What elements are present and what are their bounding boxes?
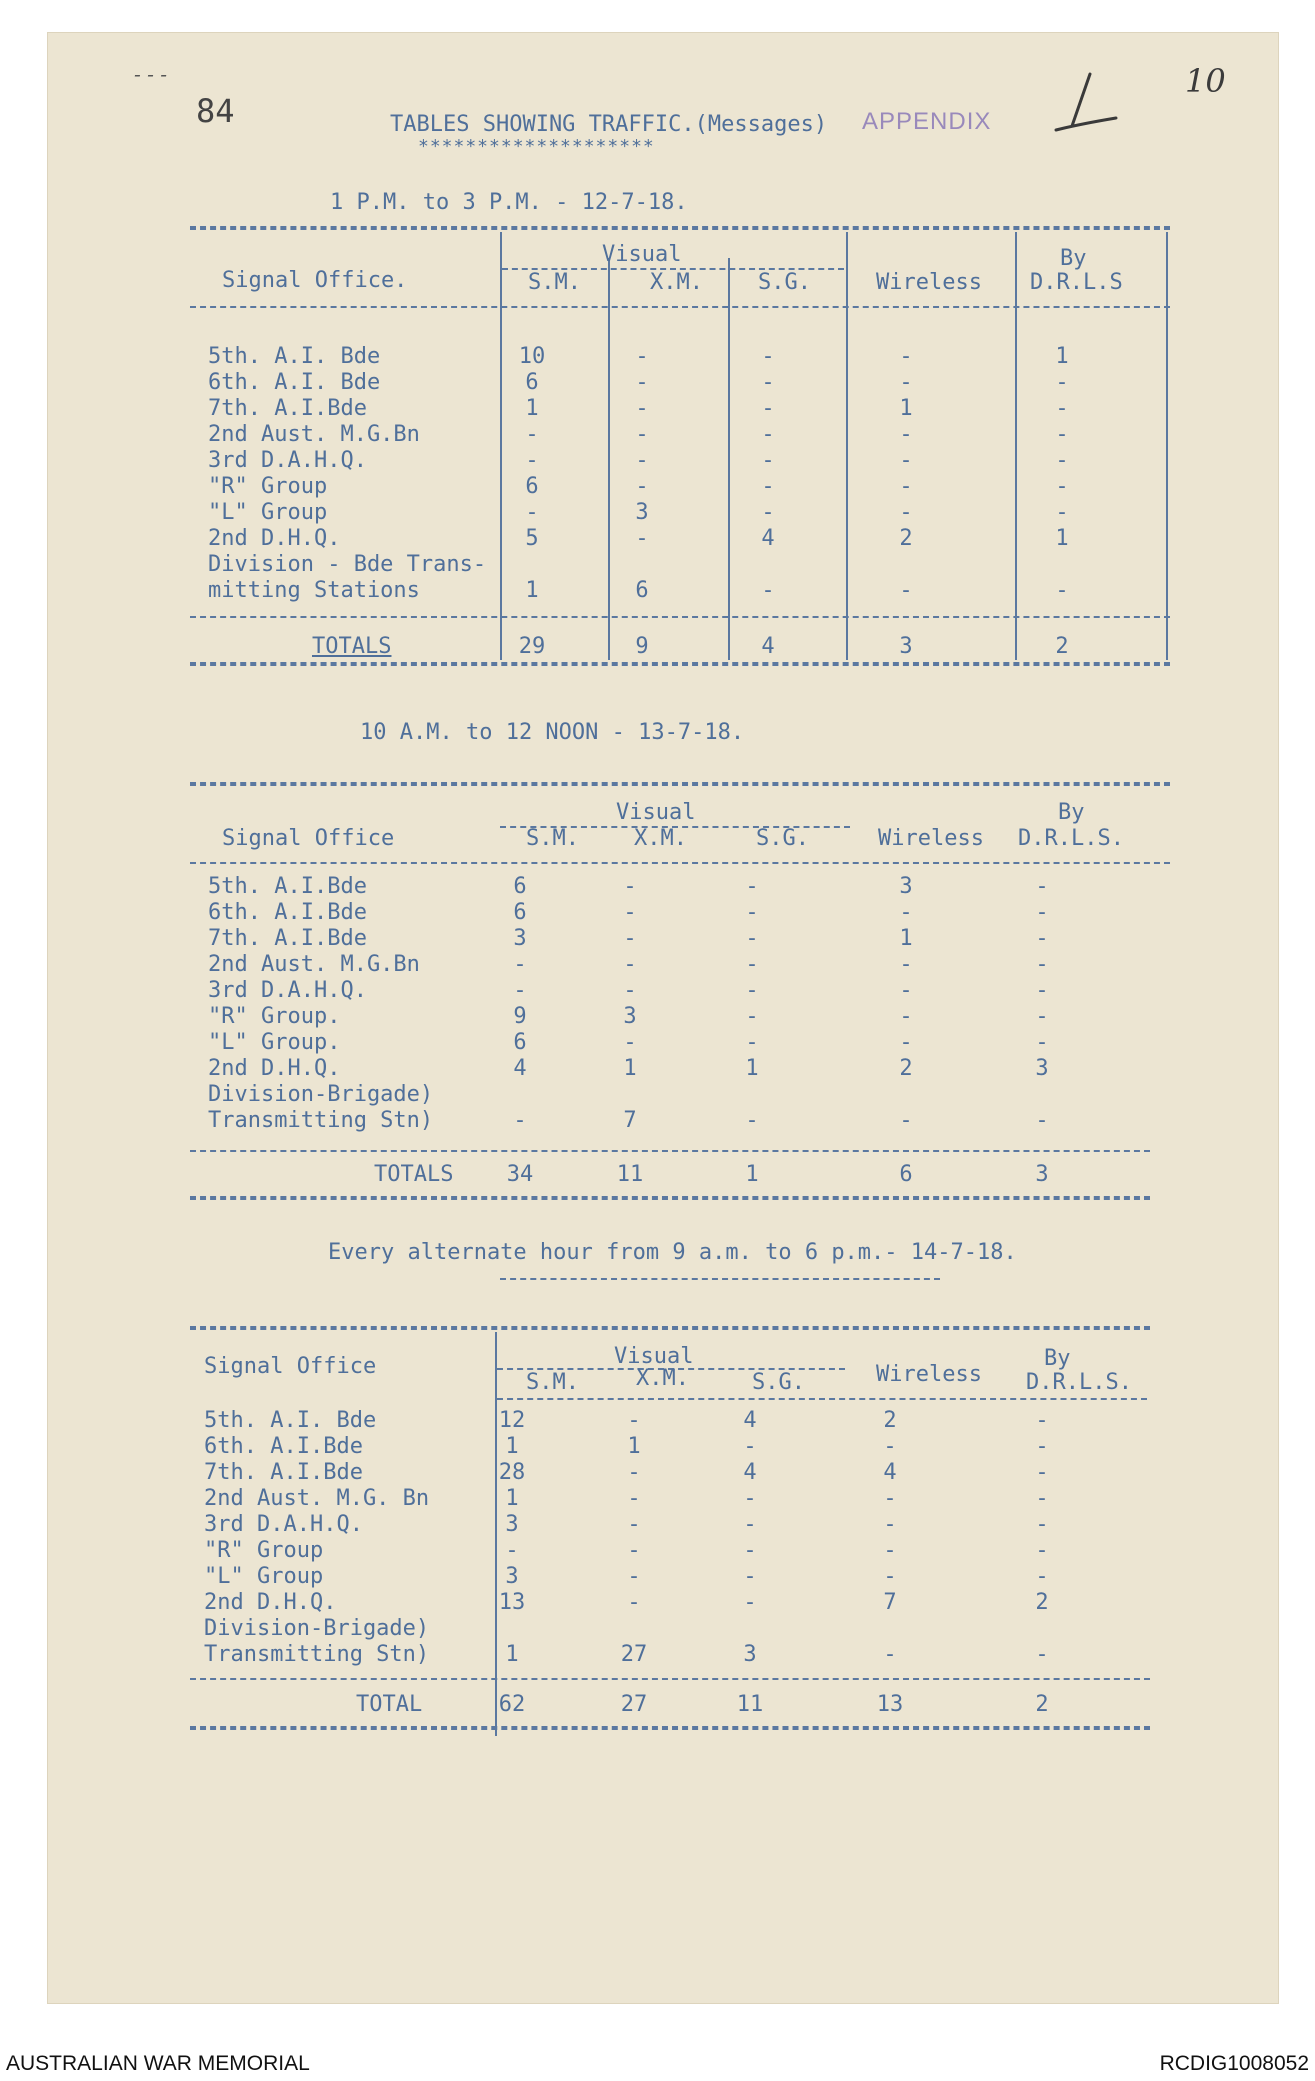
page-title: TABLES SHOWING TRAFFIC.(Messages) <box>390 112 828 137</box>
table3-caption-underline <box>500 1278 940 1280</box>
table3-total-label: TOTAL <box>356 1692 423 1717</box>
table-total-sg: 4 <box>761 634 775 659</box>
table-cell-sg: - <box>743 1538 757 1563</box>
table-cell-wireless: - <box>899 1108 913 1133</box>
table-row-label: 5th. A.I. Bde <box>208 344 381 369</box>
table-cell-sm: 6 <box>513 1030 527 1055</box>
table-cell-sm: 9 <box>513 1004 527 1029</box>
table-row-label: Division - Bde Trans- <box>208 552 487 577</box>
table-cell-sg: 3 <box>743 1642 757 1667</box>
table1-divider-wireless <box>1015 232 1017 660</box>
table2-total-label: TOTALS <box>374 1162 454 1187</box>
table2-top-rule <box>190 782 1170 786</box>
table-cell-wireless: 1 <box>899 926 913 951</box>
table-row-label: "L" Group. <box>208 1030 341 1055</box>
table-cell-drls: - <box>1035 926 1049 951</box>
table-cell-sg: - <box>745 874 759 899</box>
table-cell-wireless: - <box>883 1486 897 1511</box>
table-cell-xm: 27 <box>620 1642 648 1667</box>
table-cell-xm: - <box>635 370 649 395</box>
table3-header-visual: Visual <box>614 1344 694 1369</box>
table1-header-visual: Visual <box>602 242 682 267</box>
table-cell-xm: - <box>627 1460 641 1485</box>
table-row-label: "R" Group. <box>208 1004 341 1029</box>
table-cell-xm: 6 <box>635 578 649 603</box>
table-cell-sg: 4 <box>743 1460 757 1485</box>
table-cell-wireless: - <box>899 978 913 1003</box>
table-row-label: Division-Brigade) <box>208 1082 434 1107</box>
table-cell-sm: - <box>525 422 539 447</box>
table-cell-wireless: 1 <box>899 396 913 421</box>
table3-top-rule <box>190 1326 1150 1330</box>
table-cell-wireless: 3 <box>899 874 913 899</box>
table-row-label: 2nd Aust. M.G. Bn <box>204 1486 430 1511</box>
table-cell-xm: - <box>635 526 649 551</box>
table-total-wireless: 13 <box>876 1692 904 1717</box>
table2-header-sg: S.G. <box>756 826 809 851</box>
table-cell-sm: - <box>505 1538 519 1563</box>
table-cell-sg: - <box>745 1030 759 1055</box>
table-row-label: 6th. A.I. Bde <box>208 370 381 395</box>
table2-header-office: Signal Office <box>222 826 395 851</box>
table-cell-sm: 1 <box>505 1486 519 1511</box>
table3-totals-rule <box>190 1678 1150 1680</box>
table2-bottom-rule <box>190 1196 1150 1200</box>
table-cell-xm: - <box>635 474 649 499</box>
table-row-label: 2nd Aust. M.G.Bn <box>208 422 420 447</box>
table-row-label: 3rd D.A.H.Q. <box>208 978 367 1003</box>
margin-mark: - - - <box>134 62 167 86</box>
table-cell-xm: - <box>627 1408 641 1433</box>
table-cell-sg: - <box>745 1004 759 1029</box>
table3-header-rule <box>497 1398 1147 1400</box>
table-cell-sm: 6 <box>525 474 539 499</box>
table1-header-sm: S.M. <box>528 270 581 295</box>
table-total-drls: 3 <box>1035 1162 1049 1187</box>
table-cell-sg: - <box>761 500 775 525</box>
table1-header-rule <box>190 306 1170 308</box>
table-cell-drls: - <box>1035 1004 1049 1029</box>
table-total-sg: 11 <box>736 1692 764 1717</box>
table1-divider-sm <box>608 258 610 660</box>
table-cell-xm: - <box>623 978 637 1003</box>
table-cell-drls: - <box>1035 1564 1049 1589</box>
table-row-label: Division-Brigade) <box>204 1616 430 1641</box>
table-cell-sm: - <box>513 978 527 1003</box>
table-cell-xm: - <box>635 396 649 421</box>
table-cell-sg: - <box>743 1434 757 1459</box>
table-cell-sm: - <box>513 1108 527 1133</box>
table-cell-xm: 3 <box>623 1004 637 1029</box>
table-cell-drls: 1 <box>1055 344 1069 369</box>
table-row-label: 3rd D.A.H.Q. <box>204 1512 363 1537</box>
table-cell-sm: - <box>525 500 539 525</box>
table-row-label: 6th. A.I.Bde <box>204 1434 363 1459</box>
table-cell-drls: - <box>1035 1434 1049 1459</box>
table-cell-xm: - <box>627 1512 641 1537</box>
table-row-label: 2nd D.H.Q. <box>204 1590 337 1615</box>
table3-header-drls: D.R.L.S. <box>1026 1370 1132 1395</box>
table2-header-visual: Visual <box>616 800 696 825</box>
table1-header-by: By <box>1060 246 1087 271</box>
table-cell-wireless: - <box>899 448 913 473</box>
title-underline-stars: ******************** <box>418 136 655 157</box>
table-total-wireless: 6 <box>899 1162 913 1187</box>
table-cell-sg: - <box>745 926 759 951</box>
table-cell-sm: 12 <box>498 1408 526 1433</box>
table-cell-sg: - <box>743 1564 757 1589</box>
appendix-stamp: APPENDIX <box>862 108 992 135</box>
table1-header-xm: X.M. <box>650 270 703 295</box>
table-row-label: "L" Group <box>204 1564 324 1589</box>
table-cell-wireless: - <box>883 1642 897 1667</box>
table-cell-xm: 1 <box>627 1434 641 1459</box>
table-cell-sm: 1 <box>505 1642 519 1667</box>
table-total-xm: 11 <box>616 1162 644 1187</box>
table1-header-sg: S.G. <box>758 270 811 295</box>
table-cell-xm: - <box>635 448 649 473</box>
table-cell-sg: - <box>745 900 759 925</box>
table2-header-wireless: Wireless <box>878 826 984 851</box>
table-cell-sg: - <box>745 952 759 977</box>
table-cell-xm: - <box>627 1538 641 1563</box>
table-cell-sm: 28 <box>498 1460 526 1485</box>
table-cell-drls: - <box>1035 978 1049 1003</box>
table-cell-drls: - <box>1035 1108 1049 1133</box>
table-cell-xm: - <box>627 1590 641 1615</box>
table2-header-sm: S.M. <box>526 826 579 851</box>
table-cell-sg: - <box>761 370 775 395</box>
table-cell-wireless: - <box>899 1004 913 1029</box>
table-cell-sm: 6 <box>525 370 539 395</box>
table-cell-sm: 6 <box>513 874 527 899</box>
table-cell-sm: 13 <box>498 1590 526 1615</box>
table-row-label: 2nd D.H.Q. <box>208 1056 341 1081</box>
table-cell-wireless: - <box>899 578 913 603</box>
table-cell-wireless: - <box>899 422 913 447</box>
table-row-label: Transmitting Stn) <box>208 1108 434 1133</box>
table1-bottom-rule <box>190 662 1170 666</box>
footer-record-id: RCDIG1008052 <box>1159 2052 1309 2075</box>
table-cell-wireless: - <box>899 1030 913 1055</box>
table1-header-wireless: Wireless <box>876 270 982 295</box>
table-cell-xm: - <box>623 926 637 951</box>
table-cell-sm: 5 <box>525 526 539 551</box>
table2-caption: 10 A.M. to 12 NOON - 13-7-18. <box>360 720 745 745</box>
table-cell-drls: - <box>1055 448 1069 473</box>
table2-totals-rule <box>190 1150 1150 1152</box>
table-cell-xm: 7 <box>623 1108 637 1133</box>
table-cell-wireless: - <box>899 900 913 925</box>
table1-divider-visual <box>846 232 848 660</box>
table-cell-sm: 3 <box>505 1564 519 1589</box>
table-cell-drls: - <box>1035 1486 1049 1511</box>
table-total-sm: 62 <box>498 1692 526 1717</box>
table1-right-border <box>1166 232 1168 660</box>
table3-caption: Every alternate hour from 9 a.m. to 6 p.m.- 14-7-18. <box>328 1240 1017 1265</box>
table3-header-sm: S.M. <box>526 1370 579 1395</box>
table-cell-sg: - <box>743 1512 757 1537</box>
table-cell-sg: - <box>761 448 775 473</box>
table-row-label: 7th. A.I.Bde <box>208 396 367 421</box>
table-cell-sg: - <box>745 978 759 1003</box>
table-cell-drls: - <box>1035 952 1049 977</box>
table-total-drls: 2 <box>1055 634 1069 659</box>
table-row-label: 6th. A.I.Bde <box>208 900 367 925</box>
table-cell-sm: 4 <box>513 1056 527 1081</box>
table-cell-xm: - <box>623 874 637 899</box>
table-cell-wireless: - <box>899 952 913 977</box>
table1-top-rule <box>190 226 1170 230</box>
table3-header-sg: S.G. <box>752 1370 805 1395</box>
table-row-label: 5th. A.I. Bde <box>204 1408 377 1433</box>
table3-header-wireless: Wireless <box>876 1362 982 1387</box>
table-total-wireless: 3 <box>899 634 913 659</box>
table-cell-xm: - <box>627 1564 641 1589</box>
table-cell-wireless: 2 <box>899 526 913 551</box>
table-cell-sm: 6 <box>513 900 527 925</box>
table-cell-wireless: - <box>883 1512 897 1537</box>
pencil-folio-number: 10 <box>1185 62 1226 100</box>
table-total-sm: 29 <box>518 634 546 659</box>
table-cell-sm: 1 <box>525 396 539 421</box>
table-cell-wireless: 2 <box>883 1408 897 1433</box>
table-cell-xm: - <box>635 422 649 447</box>
table-total-sm: 34 <box>506 1162 534 1187</box>
table1-divider-xm <box>728 258 730 660</box>
table-cell-sm: 1 <box>505 1434 519 1459</box>
table-row-label: "R" Group <box>208 474 328 499</box>
table1-totals-rule <box>190 616 1170 618</box>
table-row-label: mitting Stations <box>208 578 420 603</box>
table1-header-office: Signal Office. <box>222 268 408 293</box>
table-cell-wireless: - <box>899 344 913 369</box>
table-cell-drls: - <box>1055 422 1069 447</box>
table2-header-rule <box>190 862 1170 864</box>
table-cell-sg: - <box>761 474 775 499</box>
table-cell-wireless: - <box>899 500 913 525</box>
table-cell-drls: - <box>1055 474 1069 499</box>
table-cell-sm: - <box>525 448 539 473</box>
table-total-drls: 2 <box>1035 1692 1049 1717</box>
table-cell-sg: - <box>761 344 775 369</box>
table-cell-sg: - <box>743 1590 757 1615</box>
table3-header-by: By <box>1044 1346 1071 1371</box>
table-cell-sm: 1 <box>525 578 539 603</box>
table-row-label: "L" Group <box>208 500 328 525</box>
table-cell-xm: - <box>623 900 637 925</box>
table-cell-sm: - <box>513 952 527 977</box>
table-row-label: Transmitting Stn) <box>204 1642 430 1667</box>
table2-header-by: By <box>1058 800 1085 825</box>
table-row-label: "R" Group <box>204 1538 324 1563</box>
table3-bottom-rule <box>190 1726 1150 1730</box>
table-cell-drls: - <box>1035 1030 1049 1055</box>
table-cell-wireless: - <box>883 1564 897 1589</box>
table-cell-wireless: 2 <box>899 1056 913 1081</box>
table-cell-sg: - <box>761 396 775 421</box>
table-row-label: 2nd D.H.Q. <box>208 526 341 551</box>
table-row-label: 3rd D.A.H.Q. <box>208 448 367 473</box>
table-cell-drls: - <box>1055 396 1069 421</box>
table2-header-xm: X.M. <box>634 826 687 851</box>
table2-header-drls: D.R.L.S. <box>1018 826 1124 851</box>
table-cell-wireless: 7 <box>883 1590 897 1615</box>
table-cell-drls: - <box>1035 1642 1049 1667</box>
table-cell-wireless: - <box>899 474 913 499</box>
table1-total-label: TOTALS <box>312 634 392 659</box>
table-cell-drls: - <box>1035 1538 1049 1563</box>
table-cell-drls: - <box>1055 370 1069 395</box>
table-cell-sm: 3 <box>513 926 527 951</box>
table-cell-sg: - <box>743 1486 757 1511</box>
table-cell-wireless: - <box>883 1538 897 1563</box>
table3-header-office: Signal Office <box>204 1354 377 1379</box>
table-total-xm: 9 <box>635 634 649 659</box>
table-cell-drls: - <box>1035 1512 1049 1537</box>
table-cell-drls: - <box>1035 874 1049 899</box>
table-cell-sg: 4 <box>743 1408 757 1433</box>
table1-caption: 1 P.M. to 3 P.M. - 12-7-18. <box>330 190 688 215</box>
table-cell-drls: 3 <box>1035 1056 1049 1081</box>
table-cell-sg: - <box>761 422 775 447</box>
table-cell-sg: - <box>745 1108 759 1133</box>
table-cell-xm: - <box>627 1486 641 1511</box>
table-row-label: 2nd Aust. M.G.Bn <box>208 952 420 977</box>
table-cell-wireless: - <box>899 370 913 395</box>
table-cell-wireless: - <box>883 1434 897 1459</box>
table-total-xm: 27 <box>620 1692 648 1717</box>
table-cell-sm: 10 <box>518 344 546 369</box>
table-cell-drls: - <box>1055 578 1069 603</box>
table-cell-sg: - <box>761 578 775 603</box>
table-cell-drls: - <box>1035 900 1049 925</box>
table-cell-drls: 2 <box>1035 1590 1049 1615</box>
table-cell-xm: 1 <box>623 1056 637 1081</box>
table1-header-drls: D.R.L.S <box>1030 270 1123 295</box>
table-total-sg: 1 <box>745 1162 759 1187</box>
table-cell-wireless: 4 <box>883 1460 897 1485</box>
table-cell-drls: 1 <box>1055 526 1069 551</box>
table-cell-drls: - <box>1035 1408 1049 1433</box>
page-number: 84 <box>196 92 235 130</box>
table-cell-drls: - <box>1055 500 1069 525</box>
table-row-label: 5th. A.I.Bde <box>208 874 367 899</box>
table-cell-sm: 3 <box>505 1512 519 1537</box>
table-row-label: 7th. A.I.Bde <box>208 926 367 951</box>
footer-archive-name: AUSTRALIAN WAR MEMORIAL <box>6 2052 310 2075</box>
pencil-checkmark-icon <box>1050 68 1120 138</box>
table-cell-sg: 4 <box>761 526 775 551</box>
table-cell-xm: - <box>635 344 649 369</box>
table-cell-xm: - <box>623 952 637 977</box>
table-row-label: 7th. A.I.Bde <box>204 1460 363 1485</box>
table-cell-xm: - <box>623 1030 637 1055</box>
table3-header-xm: X.M. <box>636 1366 689 1391</box>
table-cell-xm: 3 <box>635 500 649 525</box>
table-cell-sg: 1 <box>745 1056 759 1081</box>
table-cell-drls: - <box>1035 1460 1049 1485</box>
